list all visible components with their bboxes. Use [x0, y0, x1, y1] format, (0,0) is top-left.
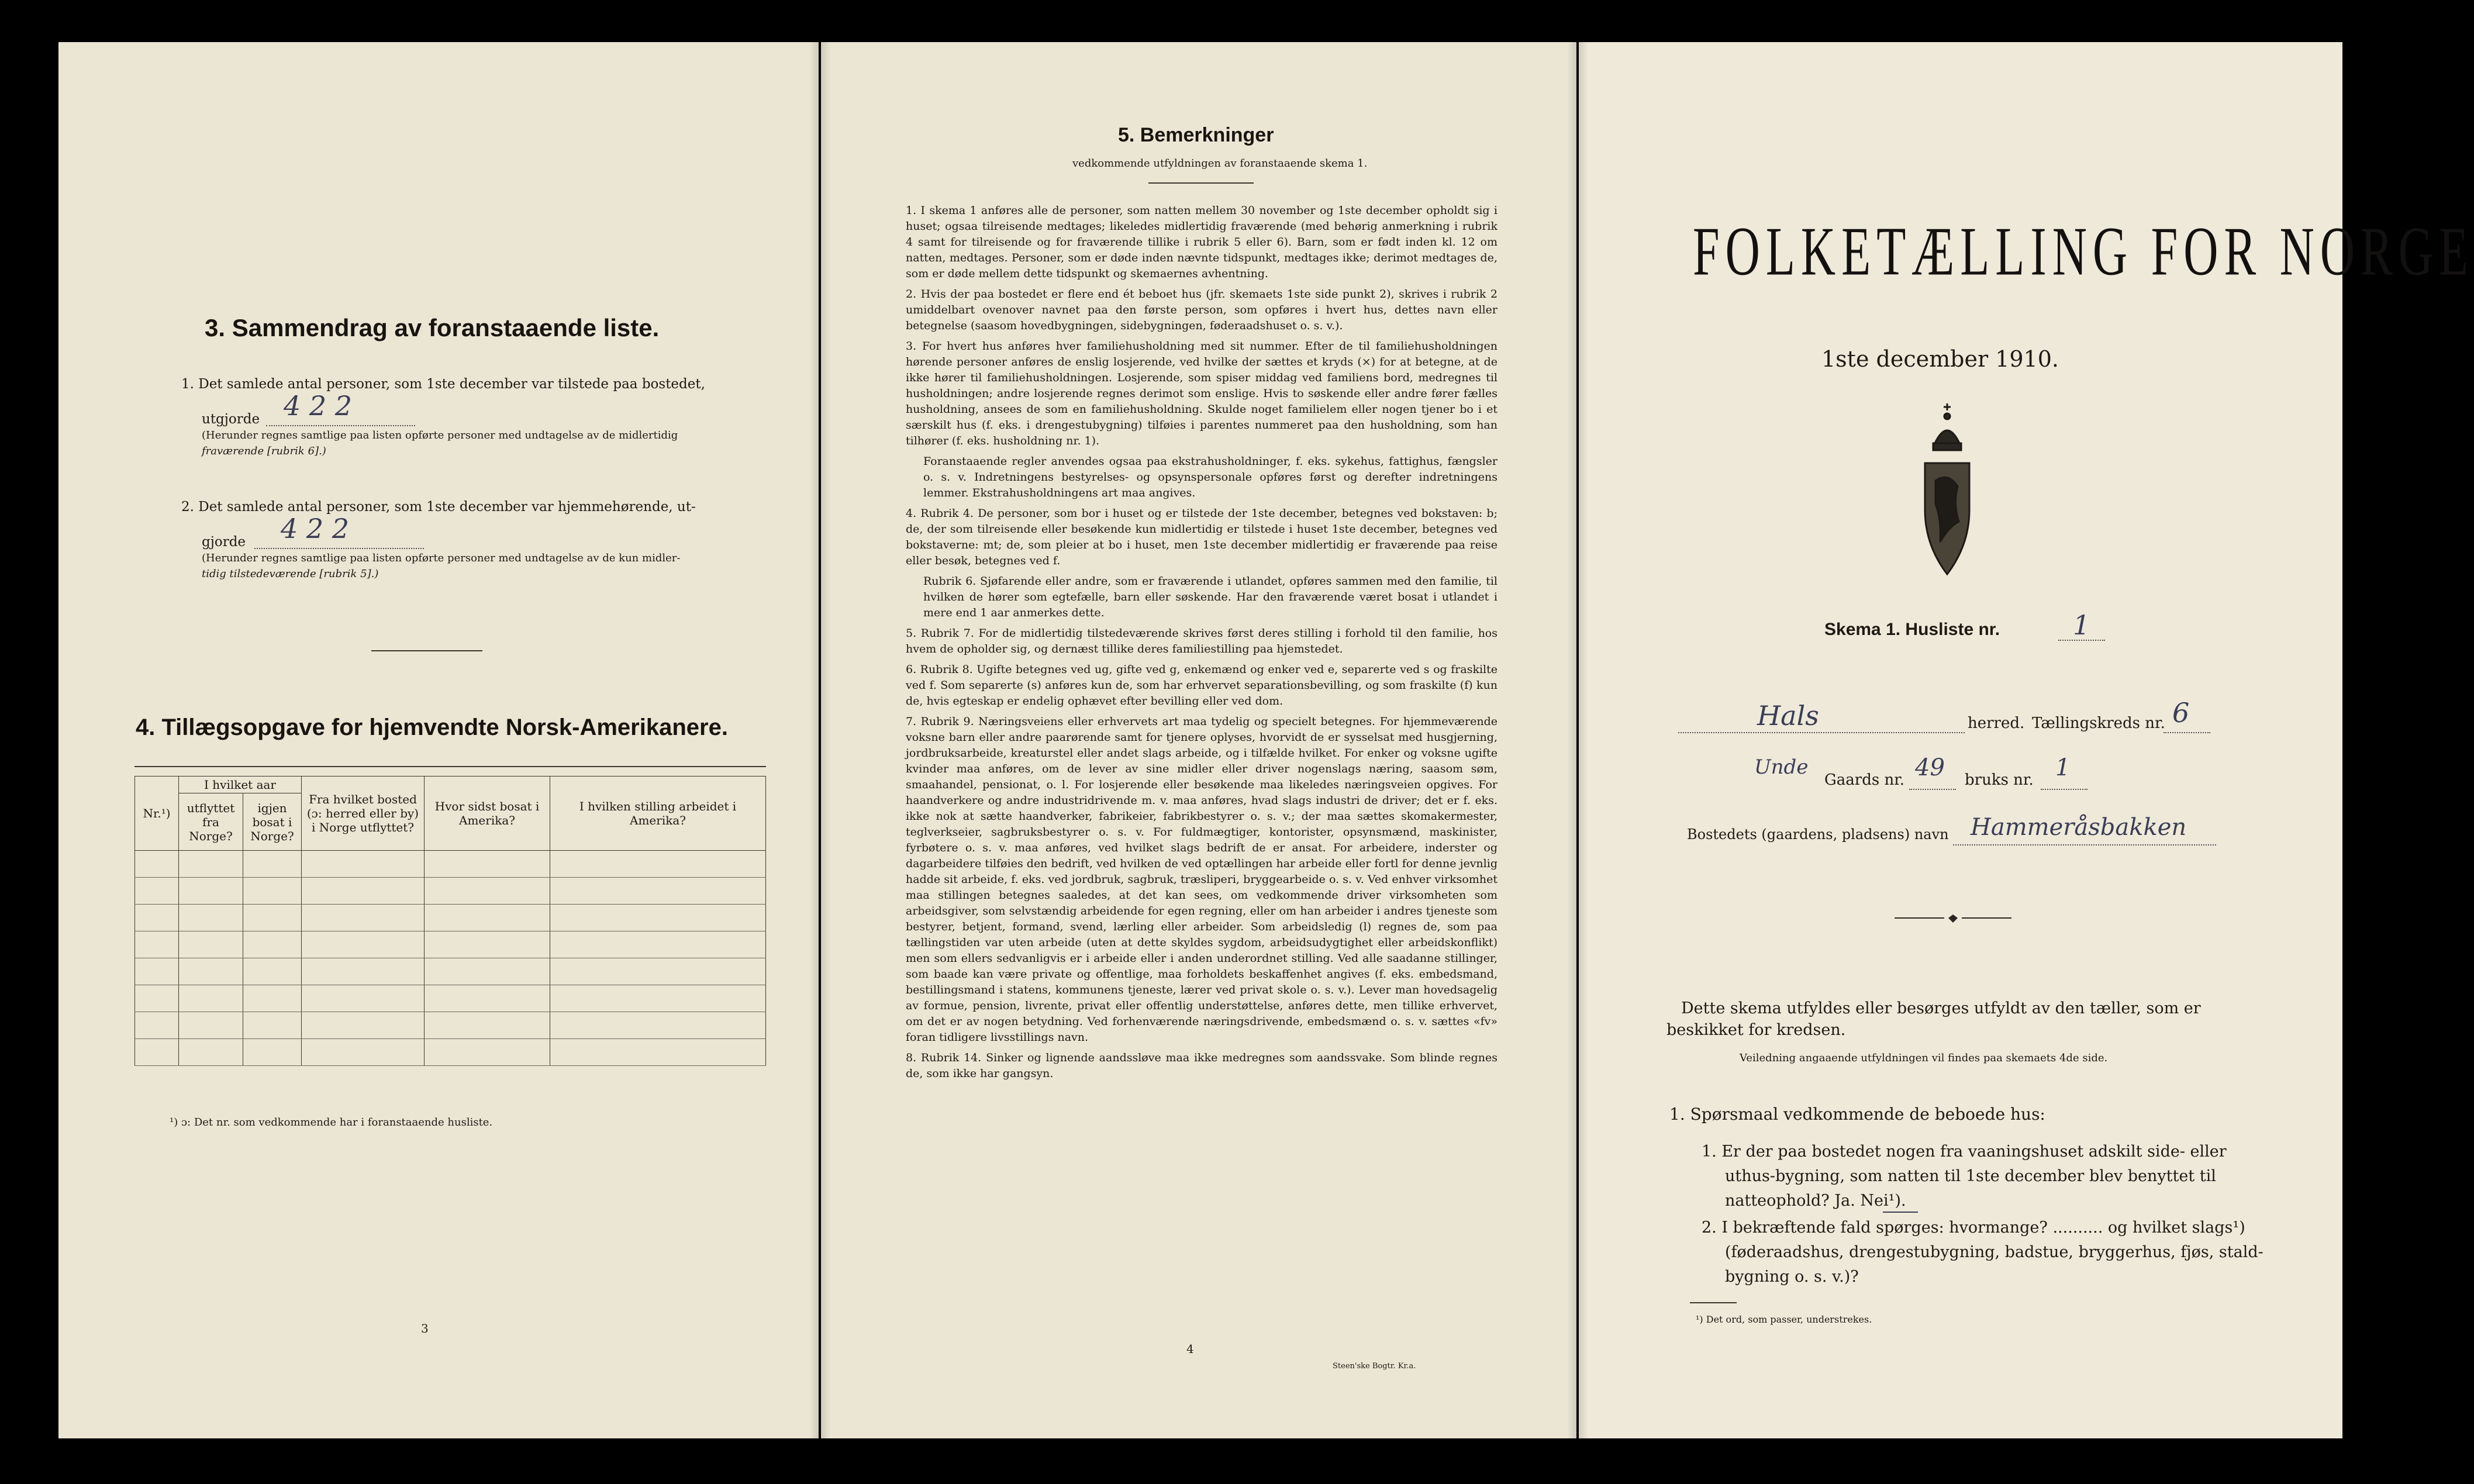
- col-from-place: Fra hvilket bosted (ɔ: herred eller by) i Norge utflyttet?: [302, 776, 425, 851]
- questions-heading: 1. Spørsmaal vedkommende de beboede hus:: [1669, 1105, 2045, 1124]
- census-title: FOLKETÆLLING FOR NORGE: [1693, 212, 2474, 290]
- remark-1: 1. I skema 1 anføres alle de personer, som natten mellem 30 november og 1ste december opholdt sig i huset; ogsaa tilreisende medtages; likeledes midlertidig fraværende (med behørig anmerkning i rubrik 4 samt for tilreisende og for fraværende tillike i rubrik 5 eller 6). Barn, som er født inden kl. 12 om natten, medtages. Personer, som er døde inden nævnte tidspunkt, medtages ikke; derimot medtages de, som er døde mellem dette tidspunkt og skemaernes avhentning.: [906, 204, 1497, 280]
- col-year-group: I hvilket aar: [179, 776, 302, 793]
- section-divider: [371, 650, 482, 651]
- bosted-label: Bostedets (gaardens, pladsens) navn: [1687, 826, 1949, 843]
- col-emigrated: utflyttet fra Norge?: [179, 793, 243, 851]
- bosted-fill-line: [1953, 844, 2216, 845]
- printer-mark: Steen'ske Bogtr. Kr.a.: [1333, 1362, 1416, 1371]
- summary-item1-text: 1. Det samlede antal personer, som 1ste december var tilstede paa bostedet,: [181, 377, 705, 392]
- remark-3: 3. For hvert hus anføres hver familiehusholdning med sit nummer. Efter de til familiehusholdningen hørende personer anføres de enslig losjerende, ved hvilke der sættes et kryds (×) for at betegne, at de ikke hører til familiehusholdningen. Losjerende, som spiser middag ved familiens bord, medregnes til husholdningen; andre losjerende regnes derimot som enslige. Hvis to søskende eller andre fører fælles husholdning, ansees de som en familiehusholdning. Skulde noget familielem eller nogen tjener bo i et særskilt hus (f. eks. i drengestubygning) tilføies i parentes nummeret paa den husholdning, som han tilhører (f. eks. husholdning nr. 1).: [906, 340, 1497, 447]
- col-nr: Nr.¹): [135, 776, 179, 851]
- question1-line1: 1. Er der paa bostedet nogen fra vaaningshuset adskilt side- eller: [1702, 1143, 2227, 1161]
- gaard-value: 49: [1915, 754, 1945, 781]
- question1-line2: uthus-bygning, som natten til 1ste december blev benyttet til: [1725, 1167, 2216, 1185]
- summary-item2-fill-line: [254, 548, 424, 549]
- page-fold-shadow: [821, 42, 830, 1438]
- remarks-list: [906, 203, 1497, 1086]
- summary-item1-prefix: utgjorde: [202, 412, 260, 427]
- table-row: [135, 851, 766, 878]
- coat-of-arms-icon: [1918, 393, 1976, 586]
- question1-line3: natteophold? Ja. Nei¹).: [1725, 1192, 1906, 1210]
- page-fold-shadow: [1567, 42, 1576, 1438]
- nei-underline: [1883, 1212, 1918, 1213]
- remarks-divider: [1148, 182, 1254, 184]
- summary-item1-note1: (Herunder regnes samtlige paa listen opførte personer med undtagelse av de midlertidig: [202, 429, 678, 441]
- summary-item2-prefix: gjorde: [202, 534, 246, 550]
- col-returned: igjen bosat i Norge?: [243, 793, 302, 851]
- ornament-divider-icon: [1895, 913, 2011, 925]
- kreds-value: 6: [2172, 697, 2190, 729]
- page-right: [1579, 42, 2474, 1438]
- table-row: [135, 1012, 766, 1039]
- section3-heading: 3. Sammendrag av foranstaaende liste.: [205, 314, 660, 341]
- herred-value: Hals: [1757, 700, 1819, 731]
- gaard-fill-line: [1909, 789, 1956, 790]
- right-footnote: ¹) Det ord, som passer, understrekes.: [1696, 1314, 1872, 1325]
- table-row: [135, 958, 766, 985]
- page-middle: [821, 42, 1576, 1438]
- table-row: [135, 985, 766, 1012]
- schema-label: Skema 1. Husliste nr.: [1824, 620, 2000, 639]
- table-row: [135, 905, 766, 931]
- remark-5: 5. Rubrik 7. For de midlertidig tilstedeværende skrives først deres stilling i forhold til den familie, hos hvem de opholder sig, og dernæst tillike deres familiestilling paa hjemstedet.: [906, 627, 1497, 655]
- section4-rule: [134, 766, 766, 767]
- table-row: [135, 1039, 766, 1066]
- remark-2: 2. Hvis der paa bostedet er flere end ét beboet hus (jfr. skemaets 1ste side punkt 2), skrives i rubrik 2 umiddelbart ovenover navnet paa den første person, som opføres i hvert hus, dettes navn eller betegnelse (saasom hovedbygningen, sidebygningen, føderaadshuset o. s. v.).: [906, 288, 1497, 332]
- remarks-heading: 5. Bemerkninger: [1118, 124, 1274, 146]
- kreds-label: Tællingskreds nr.: [2032, 715, 2165, 732]
- question2-line1: 2. I bekræftende fald spørges: hvormange? .......... og hvilket slags¹): [1702, 1219, 2245, 1237]
- col-position-america: I hvilken stilling arbeidet i Amerika?: [550, 776, 766, 851]
- summary-item1-note2: fraværende [rubrik 6].): [202, 445, 326, 457]
- page-number-middle: 4: [1186, 1342, 1194, 1356]
- remark-8: 8. Rubrik 14. Sinker og lignende aandssløve maa ikke medregnes som aandssvake. Som blinde regnes de, som ikke har gangsyn.: [906, 1051, 1497, 1080]
- remark-7: 7. Rubrik 9. Næringsveiens eller erhvervets art maa tydelig og specielt betegnes. For hjemmeværende voksne barn eller andre paarørende samt for tjenere oplyses, hvorvidt de er sysselsat med husgjerning, jordbruksarbeide, kreaturstel eller andet slags arbeide, og i tilfælde hvilket. For enker og voksne ugifte kvinder maa anføres, om de lever av sine midler eller driver nogenslags næring, saasom søm, smaahandel, pensionat, o. l. For losjerende eller besøkende maa likeledes næringsveien opgives. For haandverkere og andre industridrivende m. v. maa anføres, hvad slags industri de driver; det er f. eks. ikke nok at sætte haandverker, fabrikeier, fabrikbestyrer o. s. v.; der maa sættes skomakermester, teglverkseier, sagbruksbestyrer o. s. v. For fuldmægtiger, kontorister, opsynsmænd, maskinister, fyrbøtere o. s. v. maa anføres, ved hvilket slags bedrift de er ansat. For arbeidere, inderster og dagarbeidere tilføies den bedrift, ved hvilken de ved optællingen har arbeide eller fortl for denne jevnlig hadde sit arbeide, f. eks. ved jordbruk, sagbruk, træsliperi, bryggearbeide o. s. v. Ved enhver virksomhet maa stillingen betegnes saaledes, at det kan sees, om vedkommende driver virksomheten som arbeidsgiver, som selvstændig arbeidende for egen regning, eller om han arbeider i andres tjeneste som bestyrer, betjent, formand, svend, lærling eller arbeider. Som arbeidsledig (l) regnes de, som paa tællingstiden var uten arbeide (uten at dette skyldes sygdom, arbeidsudygtighet eller arbeidskonflikt) men som ellers sedvanligvis er i arbeide eller i anden underordnet stilling. Ved alle saadanne stillinger, som baade kan være private og offentlige, maa forholdets beskaffenhet angives (f. eks. embedsmand, bestillingsmand i statens, kommunens tjeneste, lærer ved privat skole o. s. v.). Lever man hovedsagelig av formue, pension, livrente, privat eller offentlig understøttelse, anføres dette, men tillike erhvervet, om det er av nogen betydning. Ved forhenværende næringsdrivende, embedsmænd o. s. v. sættes «fv» foran tidligere livsstillings navn.: [906, 715, 1497, 1044]
- remark-6: 6. Rubrik 8. Ugifte betegnes ved ug, gifte ved g, enkemænd og enker ved e, separerte ved s og fraskilte ved f. Som separerte (s) anføres kun de, som har erhvervet separationsbevilling, og som fraskilte (f) kun de, hvis egteskap er endelig ophævet efter bevilling eller ved dom.: [906, 663, 1497, 708]
- section4-heading: 4. Tillægsopgave for hjemvendte Norsk-Amerikanere.: [136, 715, 728, 740]
- bosted-value: Hammeråsbakken: [1971, 814, 2187, 841]
- gaard-prefix: Unde: [1754, 755, 1809, 779]
- census-date: 1ste december 1910.: [1821, 346, 2059, 372]
- summary-item2-note1: (Herunder regnes samtlige paa listen opførte personer med undtagelse av de kun midler-: [202, 552, 681, 564]
- table-row: [135, 878, 766, 905]
- remark-3-cont: Foranstaaende regler anvendes ogsaa paa ekstrahusholdninger, f. eks. sykehus, fattighus, fængsler o. s. v. Indretningens bestyrelses- og opsynspersonale opføres først og derefter indretningens lemmer. Ekstrahusholdningens art maa angives.: [923, 455, 1497, 499]
- bruk-label: bruks nr.: [1965, 771, 2034, 789]
- page-left: [58, 42, 819, 1438]
- herred-label: herred.: [1968, 715, 2025, 732]
- herred-fill-line: [1678, 732, 1965, 733]
- kreds-fill-line: [2164, 732, 2210, 733]
- summary-item2-value: 4 2 2: [281, 513, 350, 544]
- schema-value: 1: [2073, 609, 2090, 641]
- footnote-rule: [1690, 1302, 1737, 1303]
- remarks-subheading: vedkommende utfyldningen av foranstaaende skema 1.: [1072, 157, 1368, 170]
- gaard-label: Gaards nr.: [1824, 771, 1905, 789]
- table-footnote: ¹) ɔ: Det nr. som vedkommende har i foranstaaende husliste.: [170, 1116, 493, 1128]
- question2-line2: (føderaadshus, drengestubygning, badstue, bryggerhus, fjøs, stald-: [1725, 1243, 2263, 1261]
- question2-line3: bygning o. s. v.)?: [1725, 1268, 1859, 1286]
- page-number-left: 3: [421, 1321, 429, 1335]
- intro-line1: Dette skema utfyldes eller besørges utfyldt av den tæller, som er: [1681, 999, 2201, 1017]
- norsk-amerikanere-table: [134, 776, 766, 1066]
- intro-note: Veiledning angaaende utfyldningen vil findes paa skemaets 4de side.: [1740, 1052, 2108, 1064]
- page-fold-shadow: [809, 42, 819, 1438]
- table-row: [135, 931, 766, 958]
- page-fold-shadow: [1579, 42, 1588, 1438]
- remark-4-cont: Rubrik 6. Sjøfarende eller andre, som er fraværende i utlandet, opføres sammen med den familie, til hvilken de hører som egtefælle, barn eller søskende. Har den fraværende været bosat i utlandet i mere end 1 aar anmerkes dette.: [923, 575, 1497, 619]
- bruk-value: 1: [2055, 754, 2071, 781]
- summary-item2-text: 2. Det samlede antal personer, som 1ste december var hjemmehørende, ut-: [181, 499, 696, 515]
- summary-item2-note2: tidig tilstedeværende [rubrik 5].): [202, 568, 379, 580]
- bruk-fill-line: [2041, 789, 2087, 790]
- summary-item1-fill-line: [266, 425, 415, 426]
- remark-4: 4. Rubrik 4. De personer, som bor i huset og er tilstede der 1ste december, betegnes ved bokstaven: b; de, der som tilreisende eller besøkende kun midlertidig er tilstede i huset 1ste december, betegnes ved bokstaverne: mt; de, som pleier at bo i huset, men 1ste december midlertidig er fraværende paa reise eller besøk, betegnes ved f.: [906, 507, 1497, 567]
- intro-line2: beskikket for kredsen.: [1666, 1021, 1846, 1039]
- col-where-america: Hvor sidst bosat i Amerika?: [425, 776, 550, 851]
- summary-item1-value: 4 2 2: [284, 390, 353, 422]
